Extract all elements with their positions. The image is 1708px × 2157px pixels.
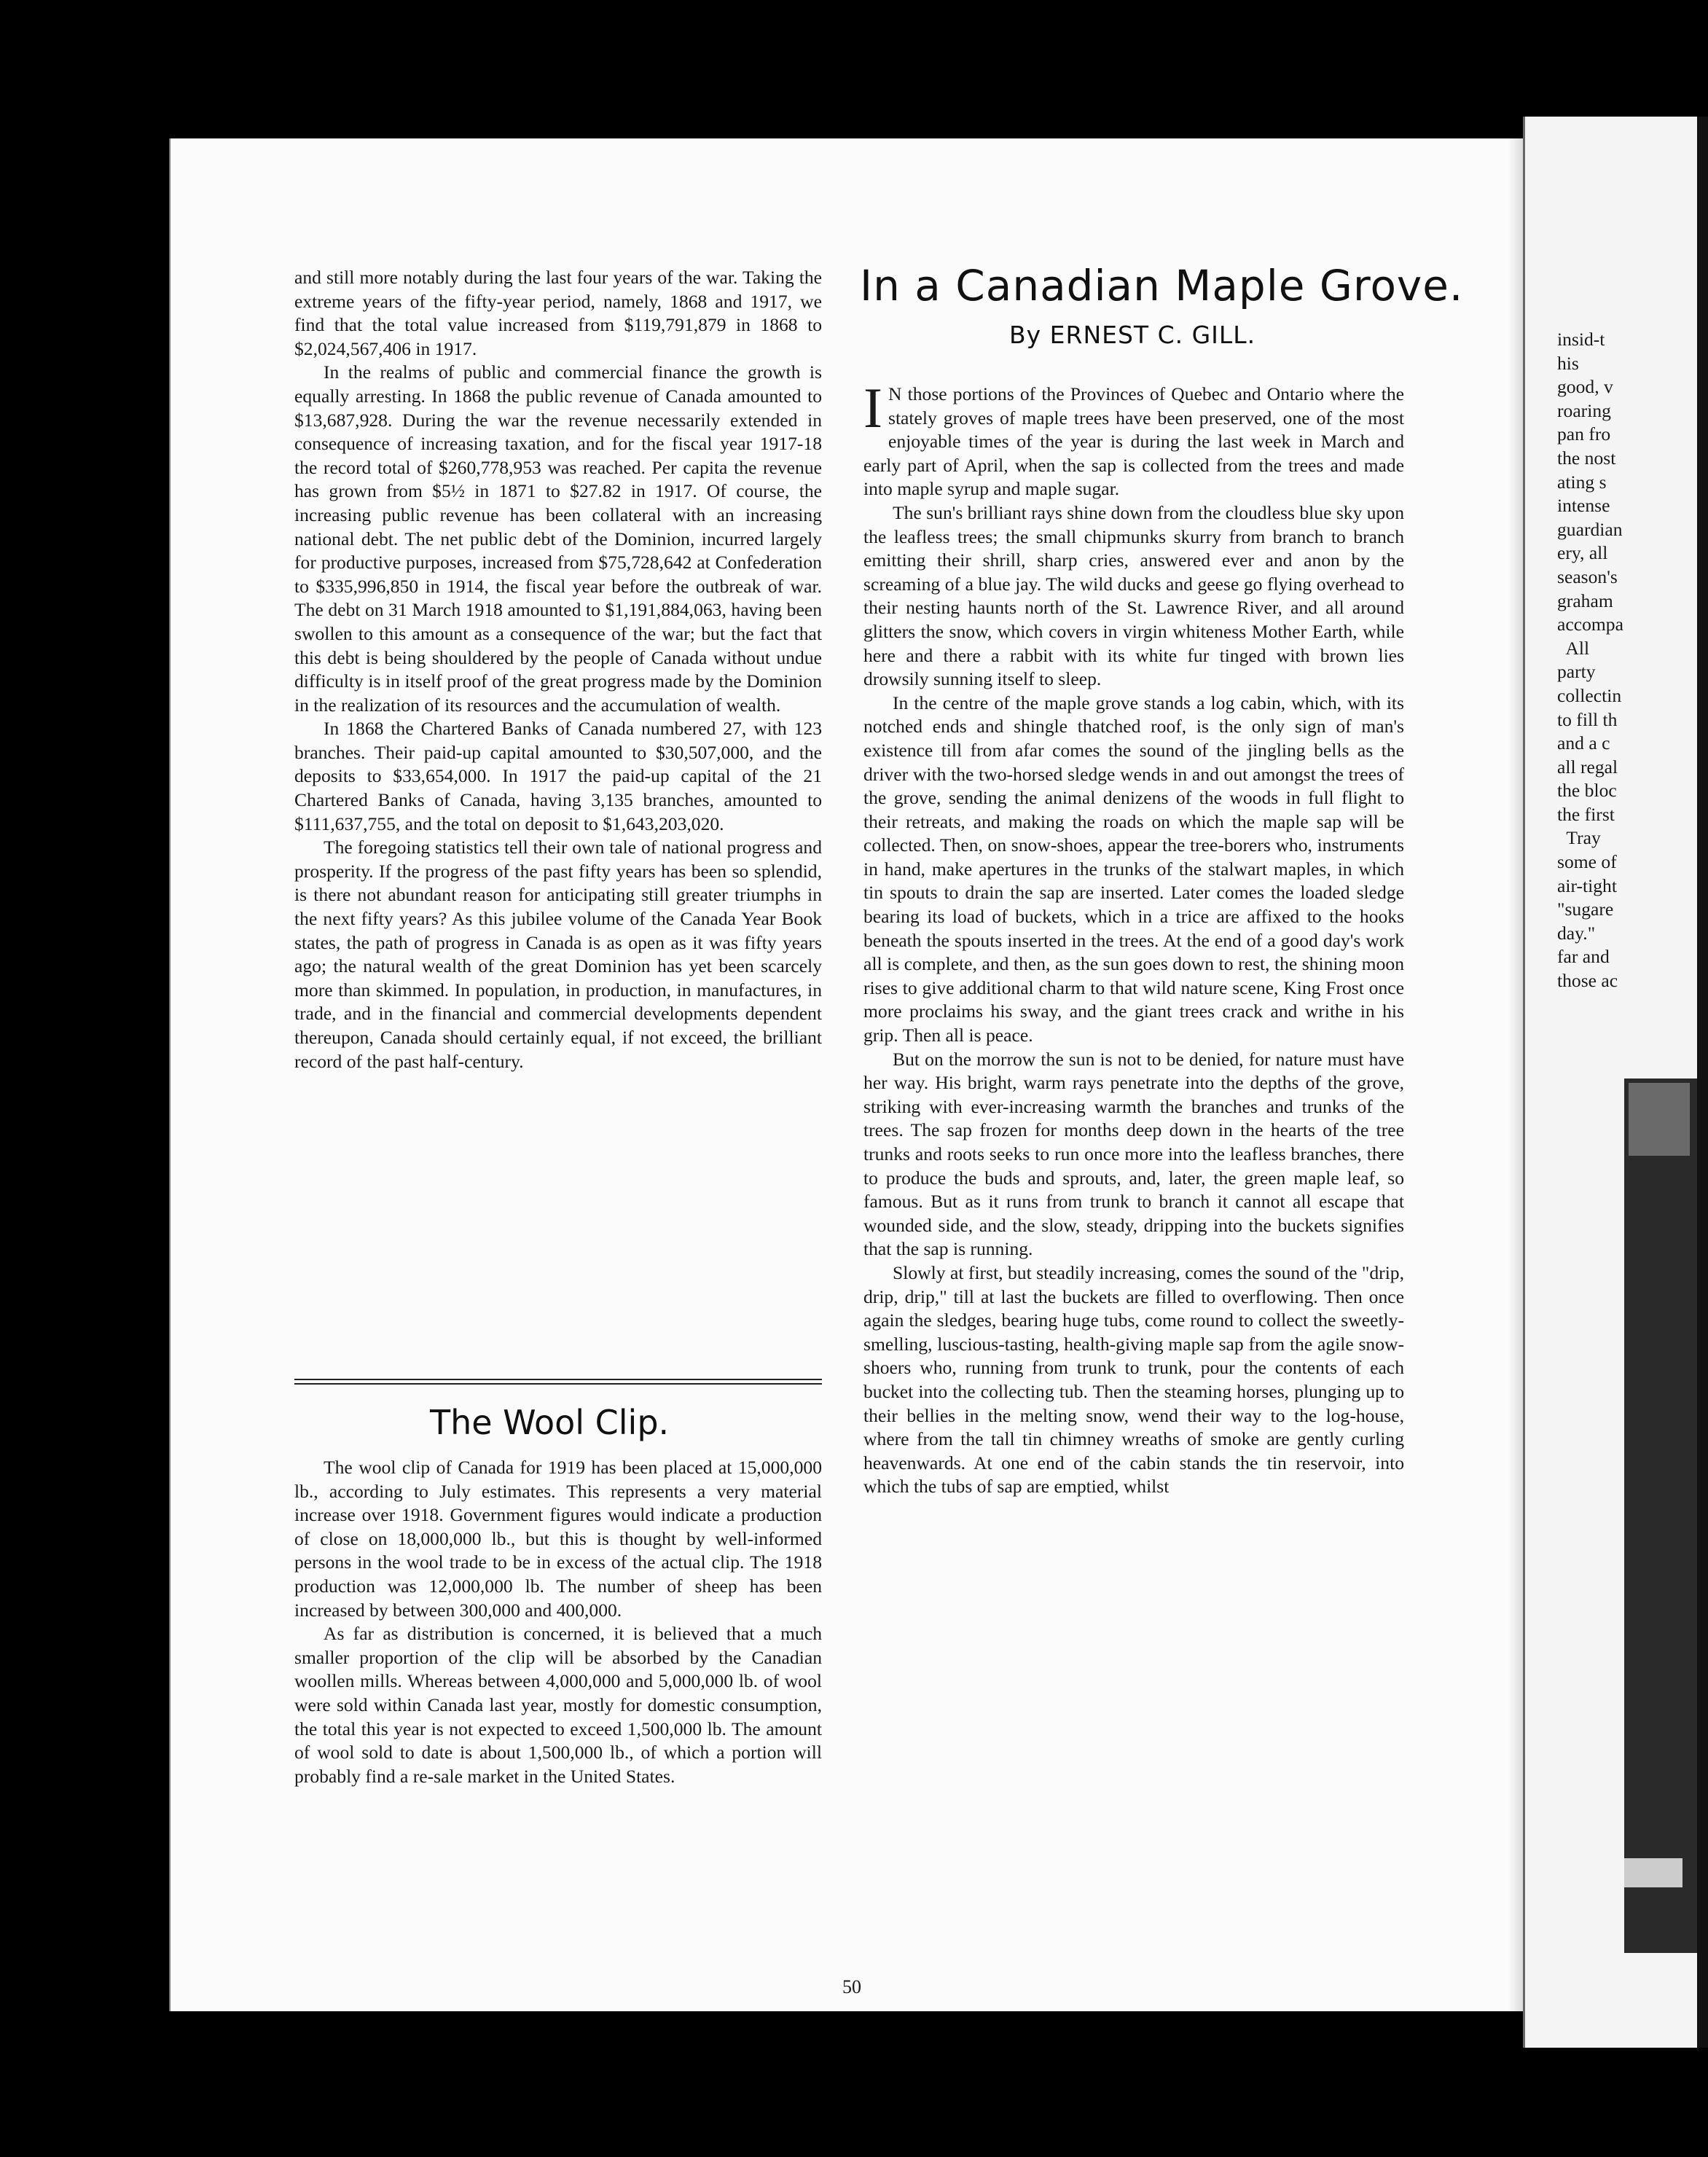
paragraph: The sun's brilliant rays shine down from the cloudless blue sky upon the leafless trees; the small chipmunks skurry from branch to branch emitting their shrill, sharp cries, answered ever and anon by the screaming of a blue jay. The wild ducks and geese go flying overhead to their nesting haunts north of the St. Lawrence River, and all around glitters the snow, which covers in virgin whiteness Mother Earth, while here and there a rabbit with its white fur tinged with brown lies drowsily sunning itself to sleep. <box>863 501 1404 690</box>
maple-article-byline: By ERNEST C. GILL. <box>1009 321 1256 349</box>
opening-paragraph <box>863 376 1404 501</box>
section-divider <box>294 1379 822 1385</box>
paragraph: In 1868 the Chartered Banks of Canada numbered 27, with 123 branches. Their paid-up capital amounted to $30,507,000, and the deposits to $33,654,000. In 1917 the paid-up capital of the 21 Chartered Banks of Canada, having 3,135 branches, amounted to $111,637,755, and the total on deposit to $1,643,203,020. <box>294 718 822 834</box>
wool-clip-body <box>294 1456 822 1788</box>
page-number: 50 <box>842 1976 861 1997</box>
drop-cap: I <box>863 376 882 439</box>
paragraph: But on the morrow the sun is not to be denied, for nature must have her way. His bright, warm rays penetrate into the depths of the grove, striking with ever-increasing warmth the branches and trunks of the trees. The sap frozen for months deep down in the hearts of the tree trunks and roots seeks to run once more into the leafless branches, there to produce the buds and sprouts, and, later, the green maple leaf, so famous. But as it runs from trunk to branch it cannot all escape that wounded side, and the slow, steady, dripping into the buckets signifies that the sap is running. <box>863 1048 1404 1260</box>
paragraph: and still more notably during the last four years of the war. Taking the extreme years of the fifty-year period, namely, 1868 and 1917, we find that the total value increased from $119,791,879 in 1868 to $2,024,567,406 in 1917. <box>294 267 822 359</box>
paragraph: In the realms of public and commercial finance the growth is equally arresting. In 1868 the public revenue of Canada amounted to $13,687,928. During the war the revenue necessarily extended in consequence of increasing taxation, and for the fiscal year 1917-18 the record total of $260,778,953 was reached. Per capita the revenue has grown from $5½ in 1871 to $27.82 in 1917. Of course, the increasing public revenue has been collateral with an increasing national debt. The net public debt of the Dominion, incurred largely for productive purposes, increased from $75,728,642 at Confederation to $335,996,850 in 1914, the fiscal year before the outbreak of war. The debt on 31 March 1918 amounted to $1,191,884,063, having been swollen to this amount as a consequence of the war; but the fact that this debt is being shouldered by the people of Canada without undue difficulty is in itself proof of the great progress made by the Dominion in the realization of its resources and the accumulation of wealth. <box>294 361 822 716</box>
gutter-edge <box>1697 117 1708 2048</box>
wool-clip-title: The Wool Clip. <box>430 1403 670 1442</box>
facing-page-fragment <box>1523 117 1708 2048</box>
opening-text: N those portions of the Provinces of Quebec and Ontario where the stately groves of maple trees have been preserved, one of the most enjoyable times of the year is during the last week in March and early part of April, when the sap is collected from the trees and made into maple syrup and maple sugar. <box>863 383 1404 500</box>
paragraph: As far as distribution is concerned, it is believed that a much smaller proportion of the clip will be absorbed by the Canadian woollen mills. Whereas between 4,000,000 and 5,000,000 lb. of wool were sold within Canada last year, mostly for domestic consumption, the total this year is not expected to exceed 1,500,000 lb. The amount of wool sold to date is about 1,500,000 lb., of which a portion will probably find a re-sale market in the United States. <box>294 1623 822 1787</box>
paragraph: Slowly at first, but steadily increasing, comes the sound of the "drip, drip, drip," till at last the buckets are filled to overflowing. Then once again the sledges, bearing huge tubs, come round to collect the sweetly-smelling, luscious-tasting, health-giving maple sap from the agile snow-shoers who, running from trunk to trunk, pour the contents of each bucket into the collecting tub. Then the steaming horses, plunging up to their bellies in the melting snow, wend their way to the log-house, where from the tall tin chimney wreaths of smoke are gently curling heavenwards. At one end of the cabin stands the tin reservoir, into which the tubs of sap are emptied, whilst <box>863 1261 1404 1498</box>
maple-article-body <box>863 376 1404 1499</box>
paragraph: In the centre of the maple grove stands a log cabin, which, with its notched ends and shingle thatched roof, is the only sign of man's existence till from afar comes the sound of the jingling bells as the driver with the two-horsed sledge wends in and out amongst the trees of the grove, sending the animal denizens of the woods in full flight to their retreats, and making the roads on which the maple sap will be collected. Then, on snow-shoes, appear the tree-borers who, instruments in hand, make apertures in the trunks of the stalwart maples, in which tin spouts to drain the sap are inserted. Later comes the loaded sledge bearing its load of buckets, which in a trice are affixed to the hooks beneath the spouts inserted in the trees. At the end of a good day's work all is complete, and then, as the sun goes down to rest, the shining moon rises to give additional charm to that wild nature scene, King Frost once more proclaims his sway, and the giant trees crack and writhe in his grip. Then all is peace. <box>863 692 1404 1046</box>
left-column <box>294 266 822 1073</box>
paragraph: The wool clip of Canada for 1919 has been placed at 15,000,000 lb., according to July estimates. This represents a very material increase over 1918. Government figures would indicate a production of close on 18,000,000 lb., but this is thought by well-informed persons in the wool trade to be in excess of the actual clip. The 1918 production was 12,000,000 lb. The number of sheep has been increased by between 300,000 and 400,000. <box>294 1457 822 1621</box>
maple-article-title: In a Canadian Maple Grove. <box>860 261 1464 310</box>
facing-page-photograph <box>1624 1078 1697 1953</box>
paragraph: The foregoing statistics tell their own tale of national progress and prosperity. If the progress of the past fifty years has been so splendid, is there not abundant reason for anticipating still greater triumphs in the next fifty years? As this jubilee volume of the Canada Year Book states, the path of progress in Canada is as open as it was fifty years ago; the natural wealth of the great Dominion has yet been scarcely more than skimmed. In population, in production, in manufactures, in trade, and in the financial and commercial developments dependent thereupon, Canada should certainly equal, if not exceed, the brilliant record of the past half-century. <box>294 837 822 1072</box>
facing-page-text: insid-t his good, v roaring pan fro the nost ating s intense guardian ery, all season's graham accompa All party collectin to fill th and a c all regal the bloc the first Tray some of air-tight "sugare day." far and those ac <box>1557 329 1623 992</box>
